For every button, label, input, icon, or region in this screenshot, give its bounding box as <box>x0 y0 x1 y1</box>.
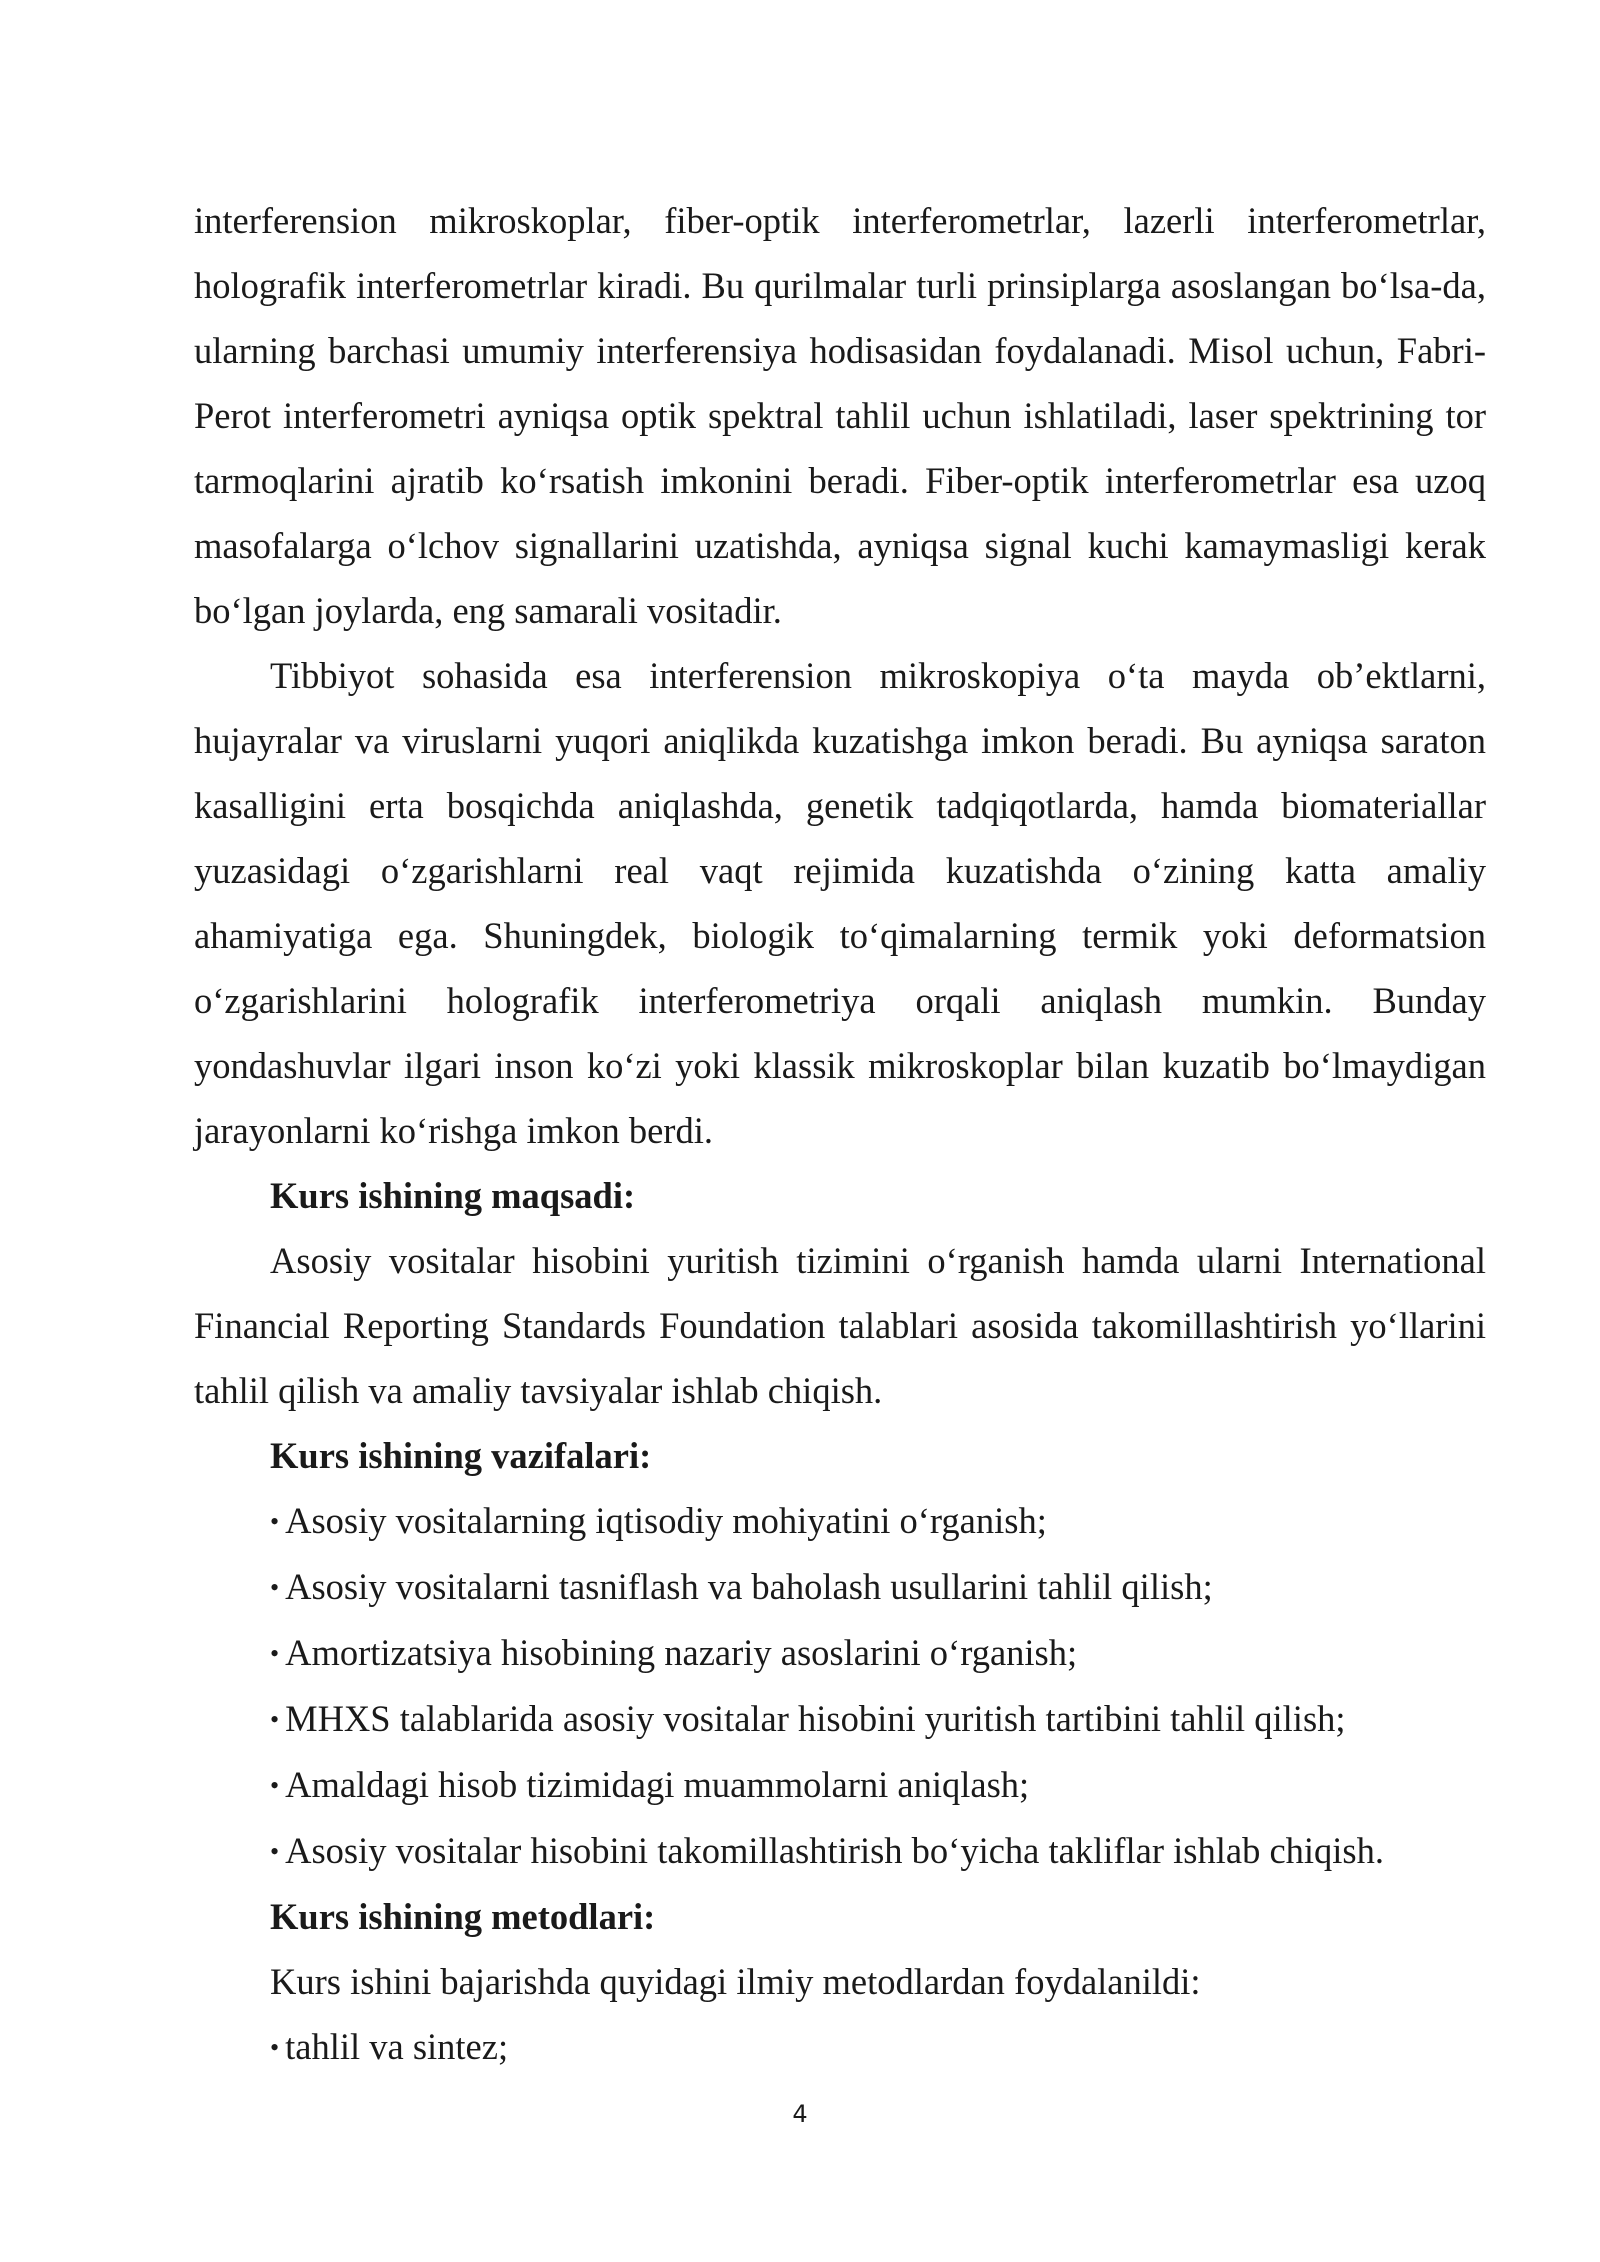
bullet-icon: • <box>270 2033 280 2062</box>
bullet-icon: • <box>270 1573 280 1602</box>
list-item-text: tahlil va sintez; <box>285 2026 509 2067</box>
list-item-text: Asosiy vositalarning iqtisodiy mohiyatini o‘rganish; <box>285 1500 1047 1541</box>
methods-heading: Kurs ishining metodlari: <box>270 1896 656 1937</box>
paragraph-medicine: Tibbiyot sohasida esa interferension mikroskopiya o‘ta mayda ob’ektlarni, hujayralar va viruslarni yuqori aniqlikda kuzatishga imkon beradi. Bu ayniqsa saraton kasalligini erta bosqichda aniqlashda, genetik tadqiqotlarda, hamda biomateriallar yuzasidagi o‘zgarishlarni real vaqt rejimida kuzatishda o‘zining katta amaliy ahamiyatiga ega. Shuningdek, biologik to‘qimalarning termik yoki deformatsion o‘zgarishlarini holografik interferometriya orqali aniqlash mumkin. Bunday yondashuvlar ilgari inson ko‘zi yoki klassik mikroskoplar bilan kuzatib bo‘lmaydigan jarayonlarni ko‘rishga imkon berdi. <box>194 655 1486 1151</box>
list-item <box>270 1752 1486 1818</box>
list-item-text: Amortizatsiya hisobining nazariy asoslarini o‘rganish; <box>285 1632 1078 1673</box>
paragraph-interferometers: interferension mikroskoplar, fiber-optik interferometrlar, lazerli interferometrlar, holografik interferometrlar kiradi. Bu qurilmalar turli prinsiplarga asoslangan bo‘lsa-da, ularning barchasi umumiy interferensiya hodisasidan foydalanadi. Misol uchun, Fabri-Perot interferometri ayniqsa optik spektral tahlil uchun ishlatiladi, laser spektrining tor tarmoqlarini ajratib ko‘rsatish imkonini beradi. Fiber-optik interferometrlar esa uzoq masofalarga o‘lchov signallarini uzatishda, ayniqsa signal kuchi kamaymasligi kerak bo‘lgan joylarda, eng samarali vositadir. <box>194 200 1486 631</box>
methods-intro: Kurs ishini bajarishda quyidagi ilmiy metodlardan foydalanildi: <box>270 1961 1201 2002</box>
methods-list <box>194 2014 1486 2080</box>
list-item <box>270 1818 1486 1884</box>
document-page <box>194 188 1486 2080</box>
list-item <box>270 2014 1486 2080</box>
list-item <box>270 1620 1486 1686</box>
list-item <box>270 1554 1486 1620</box>
bullet-icon: • <box>270 1507 280 1536</box>
list-item <box>270 1488 1486 1554</box>
bullet-icon: • <box>270 1705 280 1734</box>
page-number: 4 <box>792 2100 808 2128</box>
list-item-text: Asosiy vositalar hisobini takomillashtirish bo‘yicha takliflar ishlab chiqish. <box>285 1830 1385 1871</box>
list-item <box>270 1686 1486 1752</box>
tasks-heading: Kurs ishining vazifalari: <box>270 1435 652 1476</box>
tasks-list <box>194 1488 1486 1884</box>
list-item-text: MHXS talablarida asosiy vositalar hisobini yuritish tartibini tahlil qilish; <box>285 1698 1346 1739</box>
list-item-text: Asosiy vositalarni tasniflash va baholash usullarini tahlil qilish; <box>285 1566 1213 1607</box>
goal-heading: Kurs ishining maqsadi: <box>270 1175 636 1216</box>
bullet-icon: • <box>270 1771 280 1800</box>
goal-text: Asosiy vositalar hisobini yuritish tizimini o‘rganish hamda ularni International Financial Reporting Standards Foundation talablari asosida takomillashtirish yo‘llarini tahlil qilish va amaliy tavsiyalar ishlab chiqish. <box>194 1240 1486 1411</box>
bullet-icon: • <box>270 1837 280 1866</box>
list-item-text: Amaldagi hisob tizimidagi muammolarni aniqlash; <box>285 1764 1030 1805</box>
bullet-icon: • <box>270 1639 280 1668</box>
